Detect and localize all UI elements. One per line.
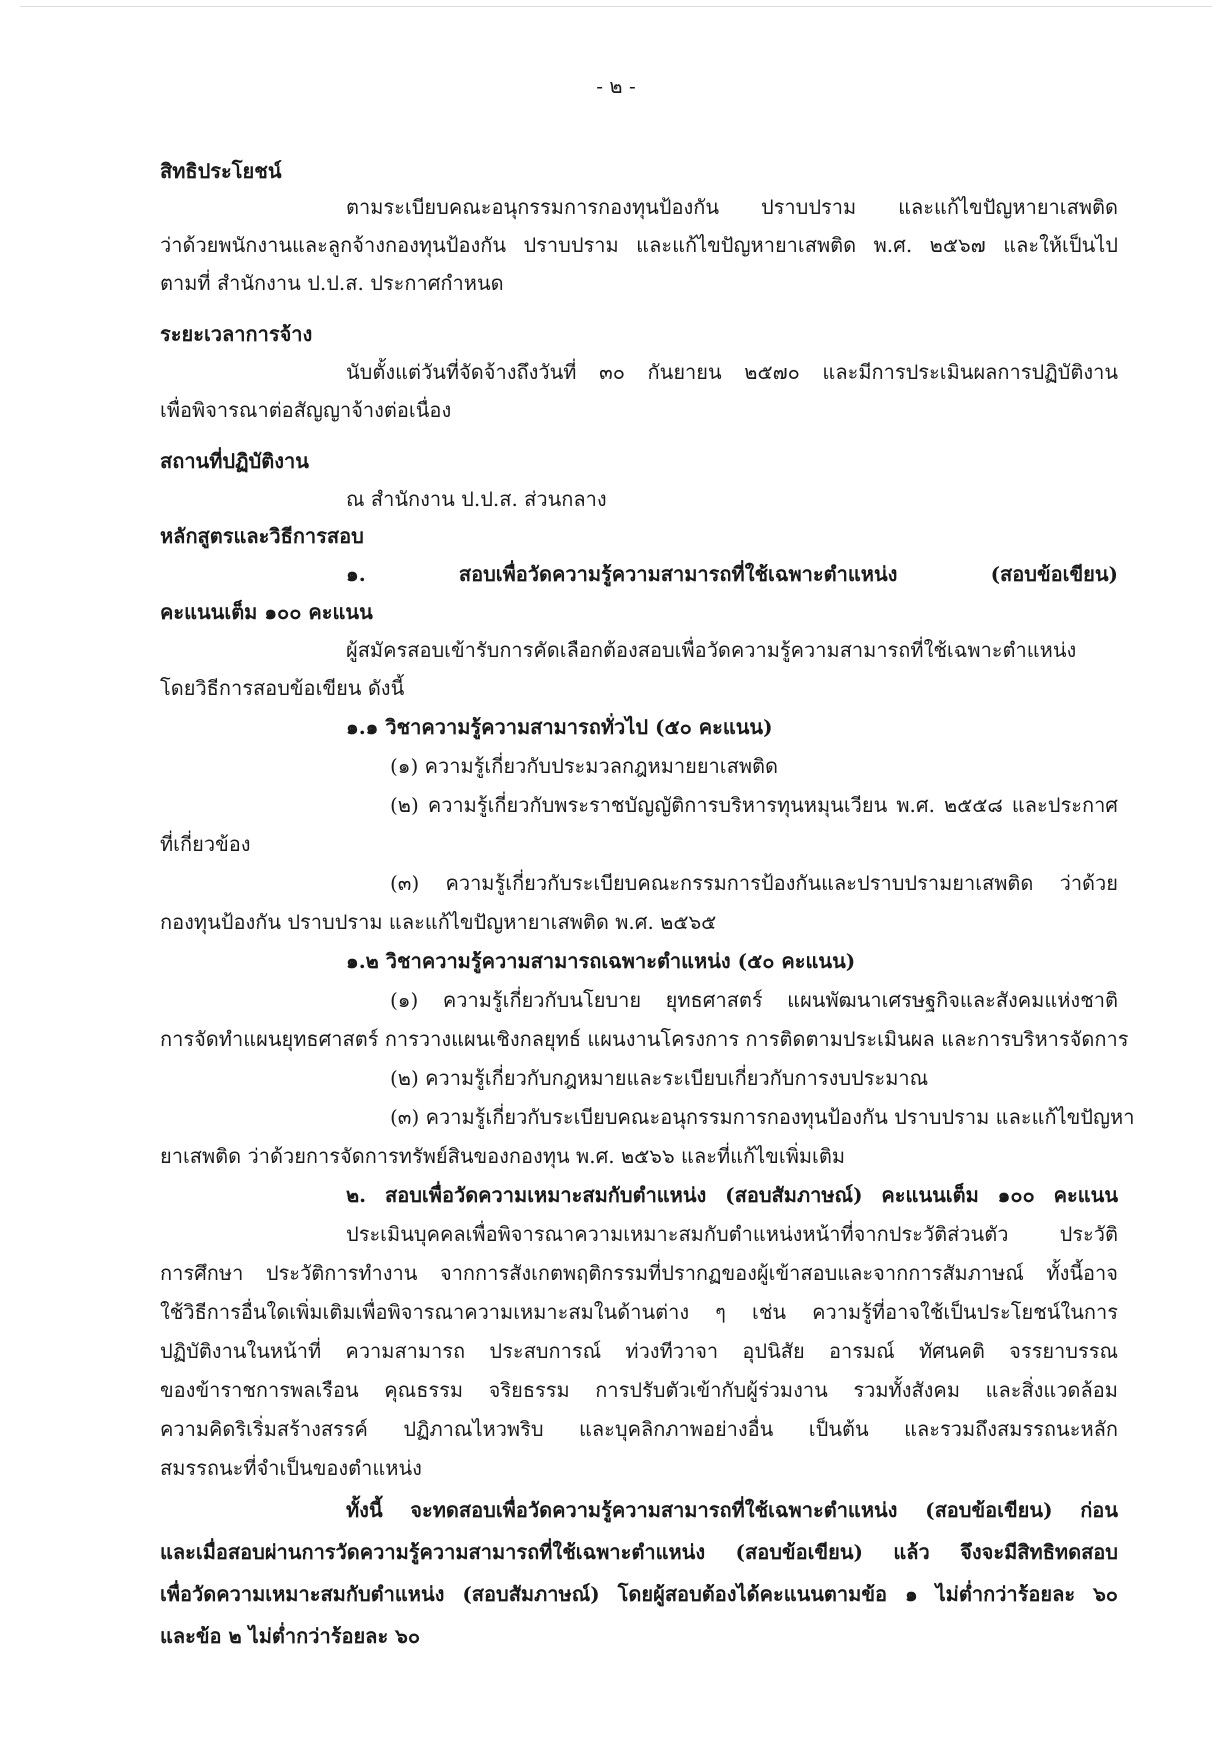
workplace-heading: สถานที่ปฏิบัติงาน [160,449,309,473]
note-line-3: เพื่อวัดความเหมาะสมกับตำแหน่ง (สอบสัมภาษณ์) โดยผู้สอบต้องได้คะแนนตามข้อ ๑ ไม่ต่ำกว่าร้อยละ ๖๐ [160,1582,1118,1606]
sub11-item-1: (๑) ความรู้เกี่ยวกับประมวลกฎหมายยาเสพติด [390,754,778,778]
sub12-item-3-cont: ยาเสพติด ว่าด้วยการจัดการทรัพย์สินของกองทุน พ.ศ. ๒๕๖๖ และที่แก้ไขเพิ่มเติม [160,1144,846,1168]
part2-line-3: ใช้วิธีการอื่นใดเพิ่มเติมเพื่อพิจารณาความเหมาะสมในด้านต่าง ๆ เช่น ความรู้ที่อาจใช้เป็นประโยชน์ในการ [160,1300,1118,1324]
benefits-line-1: ตามระเบียบคณะอนุกรรมการกองทุนป้องกัน ปราบปราม และแก้ไขปัญหายาเสพติด [346,195,1118,219]
note-line-4: และข้อ ๒ ไม่ต่ำกว่าร้อยละ ๖๐ [160,1624,421,1648]
part1-intro-line-1: ผู้สมัครสอบเข้ารับการคัดเลือกต้องสอบเพื่อวัดความรู้ความสามารถที่ใช้เฉพาะตำแหน่ง [346,638,1077,662]
benefits-heading: สิทธิประโยชน์ [160,159,282,183]
sub12-item-1-cont: การจัดทำแผนยุทธศาสตร์ การวางแผนเชิงกลยุทธ์ แผนงานโครงการ การติดตามประเมินผล และการบริหารจัดการ [160,1027,1129,1051]
page-number: - ๒ - [596,74,636,98]
workplace-line-1: ณ สำนักงาน ป.ป.ส. ส่วนกลาง [346,487,607,511]
sub12-item-3: (๓) ความรู้เกี่ยวกับระเบียบคณะอนุกรรมการกองทุนป้องกัน ปราบปราม และแก้ไขปัญหา [390,1105,1135,1129]
part2-line-6: ความคิดริเริ่มสร้างสรรค์ ปฏิภาณไหวพริบ และบุคลิกภาพอย่างอื่น เป็นต้น และรวมถึงสมรรถนะหลัก [160,1417,1118,1441]
sub12-heading: ๑.๒ วิชาความรู้ความสามารถเฉพาะตำแหน่ง (๕๐ คะแนน) [346,949,856,973]
note-line-1: ทั้งนี้ จะทดสอบเพื่อวัดความรู้ความสามารถที่ใช้เฉพาะตำแหน่ง (สอบข้อเขียน) ก่อน [346,1498,1118,1522]
part1-heading-line-1: ๑. สอบเพื่อวัดความรู้ความสามารถที่ใช้เฉพาะตำแหน่ง (สอบข้อเขียน) [346,562,1118,586]
duration-line-1: นับตั้งแต่วันที่จัดจ้างถึงวันที่ ๓๐ กันยายน ๒๕๗๐ และมีการประเมินผลการปฏิบัติงาน [346,360,1118,384]
sub11-heading: ๑.๑ วิชาความรู้ความสามารถทั่วไป (๕๐ คะแนน) [346,715,773,739]
benefits-line-2: ว่าด้วยพนักงานและลูกจ้างกองทุนป้องกัน ปราบปราม และแก้ไขปัญหายาเสพติด พ.ศ. ๒๕๖๗ และให้เป็นไป [160,233,1118,257]
curriculum-heading: หลักสูตรและวิธีการสอบ [160,524,364,548]
part1-intro-line-2: โดยวิธีการสอบข้อเขียน ดังนี้ [160,676,405,700]
sub12-item-2: (๒) ความรู้เกี่ยวกับกฎหมายและระเบียบเกี่ยวกับการงบประมาณ [390,1066,929,1090]
duration-line-2: เพื่อพิจารณาต่อสัญญาจ้างต่อเนื่อง [160,398,452,422]
part2-line-1: ประเมินบุคคลเพื่อพิจารณาความเหมาะสมกับตำแหน่งหน้าที่จากประวัติส่วนตัว ประวัติ [346,1222,1118,1246]
part2-line-5: ของข้าราชการพลเรือน คุณธรรม จริยธรรม การปรับตัวเข้ากับผู้ร่วมงาน รวมทั้งสังคม และสิ่งแวดล้อม [160,1378,1118,1402]
sub11-item-2-cont: ที่เกี่ยวข้อง [160,832,251,856]
note-line-2: และเมื่อสอบผ่านการวัดความรู้ความสามารถที่ใช้เฉพาะตำแหน่ง (สอบข้อเขียน) แล้ว จึงจะมีสิทธิทดสอบ [160,1540,1118,1564]
sub11-item-2: (๒) ความรู้เกี่ยวกับพระราชบัญญัติการบริหารทุนหมุนเวียน พ.ศ. ๒๕๕๘ และประกาศ [390,793,1118,817]
part2-line-2: การศึกษา ประวัติการทำงาน จากการสังเกตพฤติกรรมที่ปรากฏของผู้เข้าสอบและจากการสัมภาษณ์ ทั้งนี้อาจ [160,1261,1118,1285]
benefits-line-3: ตามที่ สำนักงาน ป.ป.ส. ประกาศกำหนด [160,271,504,295]
sub11-item-3: (๓) ความรู้เกี่ยวกับระเบียบคณะกรรมการป้องกันและปราบปรามยาเสพติด ว่าด้วย [390,871,1118,895]
sub12-item-1: (๑) ความรู้เกี่ยวกับนโยบาย ยุทธศาสตร์ แผนพัฒนาเศรษฐกิจและสังคมแห่งชาติ [390,988,1118,1012]
part2-line-7: สมรรถนะที่จำเป็นของตำแหน่ง [160,1456,422,1480]
part2-line-4: ปฏิบัติงานในหน้าที่ ความสามารถ ประสบการณ์ ท่วงทีวาจา อุปนิสัย อารมณ์ ทัศนคติ จรรยาบรรณ [160,1339,1118,1363]
part1-heading-line-2: คะแนนเต็ม ๑๐๐ คะแนน [160,600,373,624]
part2-heading: ๒. สอบเพื่อวัดความเหมาะสมกับตำแหน่ง (สอบสัมภาษณ์) คะแนนเต็ม ๑๐๐ คะแนน [346,1183,1118,1207]
duration-heading: ระยะเวลาการจ้าง [160,322,313,346]
sub11-item-3-cont: กองทุนป้องกัน ปราบปราม และแก้ไขปัญหายาเสพติด พ.ศ. ๒๕๖๕ [160,910,717,934]
scan-top-edge [20,6,1212,7]
